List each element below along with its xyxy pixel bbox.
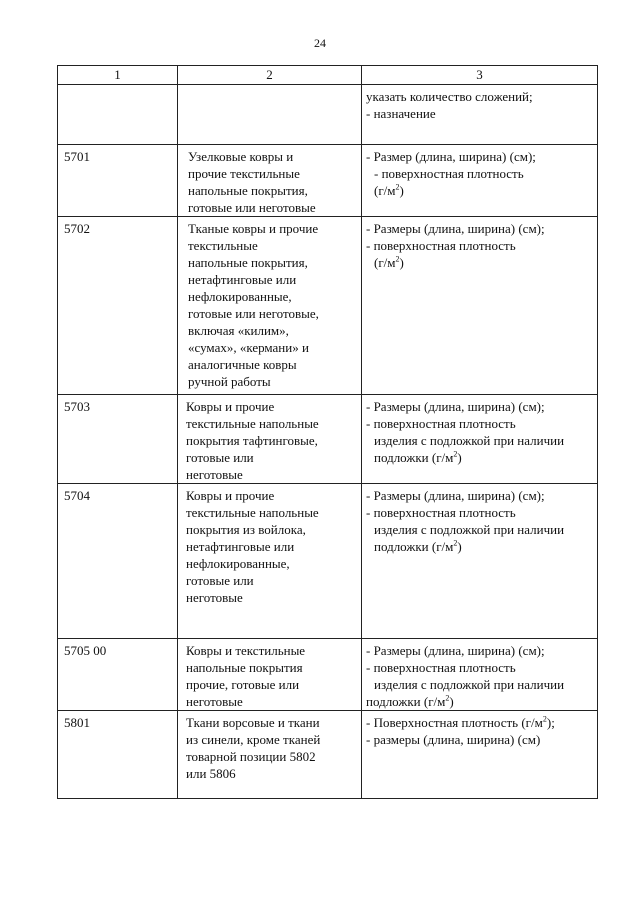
description-line: готовые или [186,573,254,588]
description-line: товарной позиции 5802 [186,749,316,764]
description-cell [178,639,362,711]
unit-text: - Поверхностная плотность (г/м [366,715,543,730]
description-line: неготовые [186,467,243,482]
unit-text: (г/м [374,183,396,198]
unit-text: ); [546,715,555,730]
page-number: 24 [314,36,326,50]
description-line: прочие, готовые или [186,677,300,692]
unit-superscript: 2 [445,693,450,703]
table-row [58,217,598,395]
unit-text: подложки (г/м [366,694,446,709]
unit-text: подложки (г/м [374,450,454,465]
description-line: готовые или неготовые [188,200,316,215]
description-line: покрытия тафтинговые, [186,433,318,448]
unit-text: ) [399,183,404,198]
description-line: напольные покрытия, [188,183,308,198]
code-cell [58,85,178,145]
code-cell: 5702 [58,217,178,395]
description-line: Ковры и прочие [186,399,275,414]
description-line: Ткани ворсовые и ткани [186,715,320,730]
table-row [58,395,598,484]
description-cell [178,484,362,639]
description-line: готовые или [186,450,254,465]
unit-text: (г/м [374,255,396,270]
attribute-line: - поверхностная плотность [366,660,516,675]
header-cell-2: 2 [178,66,362,85]
attribute-line: указать количество сложений; [366,89,533,104]
description-line: включая «килим», [188,323,289,338]
continuation-row [58,85,598,145]
code-cell: 5705 00 [58,639,178,711]
description-line: Ковры и прочие [186,488,275,503]
description-line: неготовые [186,590,243,605]
attribute-line: изделия с подложкой при наличии [374,677,565,692]
description-line: ручной работы [188,374,271,389]
attributes-cell [362,711,598,799]
description-line: Ковры и текстильные [186,643,306,658]
description-cell [178,711,362,799]
code-cell: 5801 [58,711,178,799]
goods-attributes-table [57,65,598,799]
attribute-line: - поверхностная плотность [366,505,516,520]
table-row [58,639,598,711]
unit-superscript: 2 [542,714,547,724]
attribute-line: - Размеры (длина, ширина) (см); [366,643,545,658]
attribute-line: - Размеры (длина, ширина) (см); [366,399,545,414]
description-line: неготовые [186,694,243,709]
description-line: Узелковые ковры и [188,149,294,164]
table-row [58,145,598,217]
attribute-line: - поверхностная плотность [366,416,516,431]
attribute-line [366,693,593,710]
attribute-line [366,714,593,731]
attribute-line [366,538,593,555]
attribute-line: - назначение [366,106,436,121]
attribute-line [366,449,593,466]
description-cell [178,217,362,395]
description-line: Тканые ковры и прочие [188,221,319,236]
attribute-line: - Размеры (длина, ширина) (см); [366,221,545,236]
unit-superscript: 2 [395,254,400,264]
description-line: текстильные [188,238,258,253]
attribute-line [366,254,593,271]
unit-text: ) [449,694,454,709]
unit-text: ) [457,450,462,465]
attributes-cell [362,484,598,639]
header-row [58,66,598,85]
attribute-line: - поверхностная плотность [374,166,524,181]
header-cell-3: 3 [362,66,598,85]
unit-text: ) [399,255,404,270]
code-cell: 5703 [58,395,178,484]
code-cell: 5704 [58,484,178,639]
unit-text: ) [457,539,462,554]
attribute-line: изделия с подложкой при наличии [374,433,565,448]
attribute-line: - размеры (длина, ширина) (см) [366,732,541,747]
table-row [58,484,598,639]
description-line: аналогичные ковры [188,357,297,372]
attributes-cell [362,217,598,395]
attributes-cell [362,639,598,711]
attribute-line: - Размер (длина, ширина) (см); [366,149,536,164]
description-line: текстильные напольные [186,505,319,520]
description-line: «сумах», «кермани» и [188,340,309,355]
description-line: покрытия из войлока, [186,522,306,537]
attributes-cell [362,85,598,145]
attributes-cell [362,395,598,484]
code-cell: 5701 [58,145,178,217]
attribute-line [366,182,593,199]
description-cell [178,395,362,484]
unit-text: подложки (г/м [374,539,454,554]
description-line: нетафтинговые или [186,539,295,554]
description-line: нефлокированные, [186,556,290,571]
description-cell [178,145,362,217]
description-line: или 5806 [186,766,236,781]
attribute-line: изделия с подложкой при наличии [374,522,565,537]
description-line: прочие текстильные [188,166,300,181]
description-line: текстильные напольные [186,416,319,431]
header-cell-1: 1 [58,66,178,85]
unit-superscript: 2 [453,538,458,548]
description-line: нефлокированные, [188,289,292,304]
description-cell [178,85,362,145]
unit-superscript: 2 [395,182,400,192]
description-line: нетафтинговые или [188,272,297,287]
description-line: напольные покрытия [186,660,303,675]
table-row [58,711,598,799]
unit-superscript: 2 [453,449,458,459]
attributes-cell [362,145,598,217]
description-line: напольные покрытия, [188,255,308,270]
attribute-line: - Размеры (длина, ширина) (см); [366,488,545,503]
attribute-line: - поверхностная плотность [366,238,516,253]
description-line: из синели, кроме тканей [186,732,321,747]
description-line: готовые или неготовые, [188,306,319,321]
